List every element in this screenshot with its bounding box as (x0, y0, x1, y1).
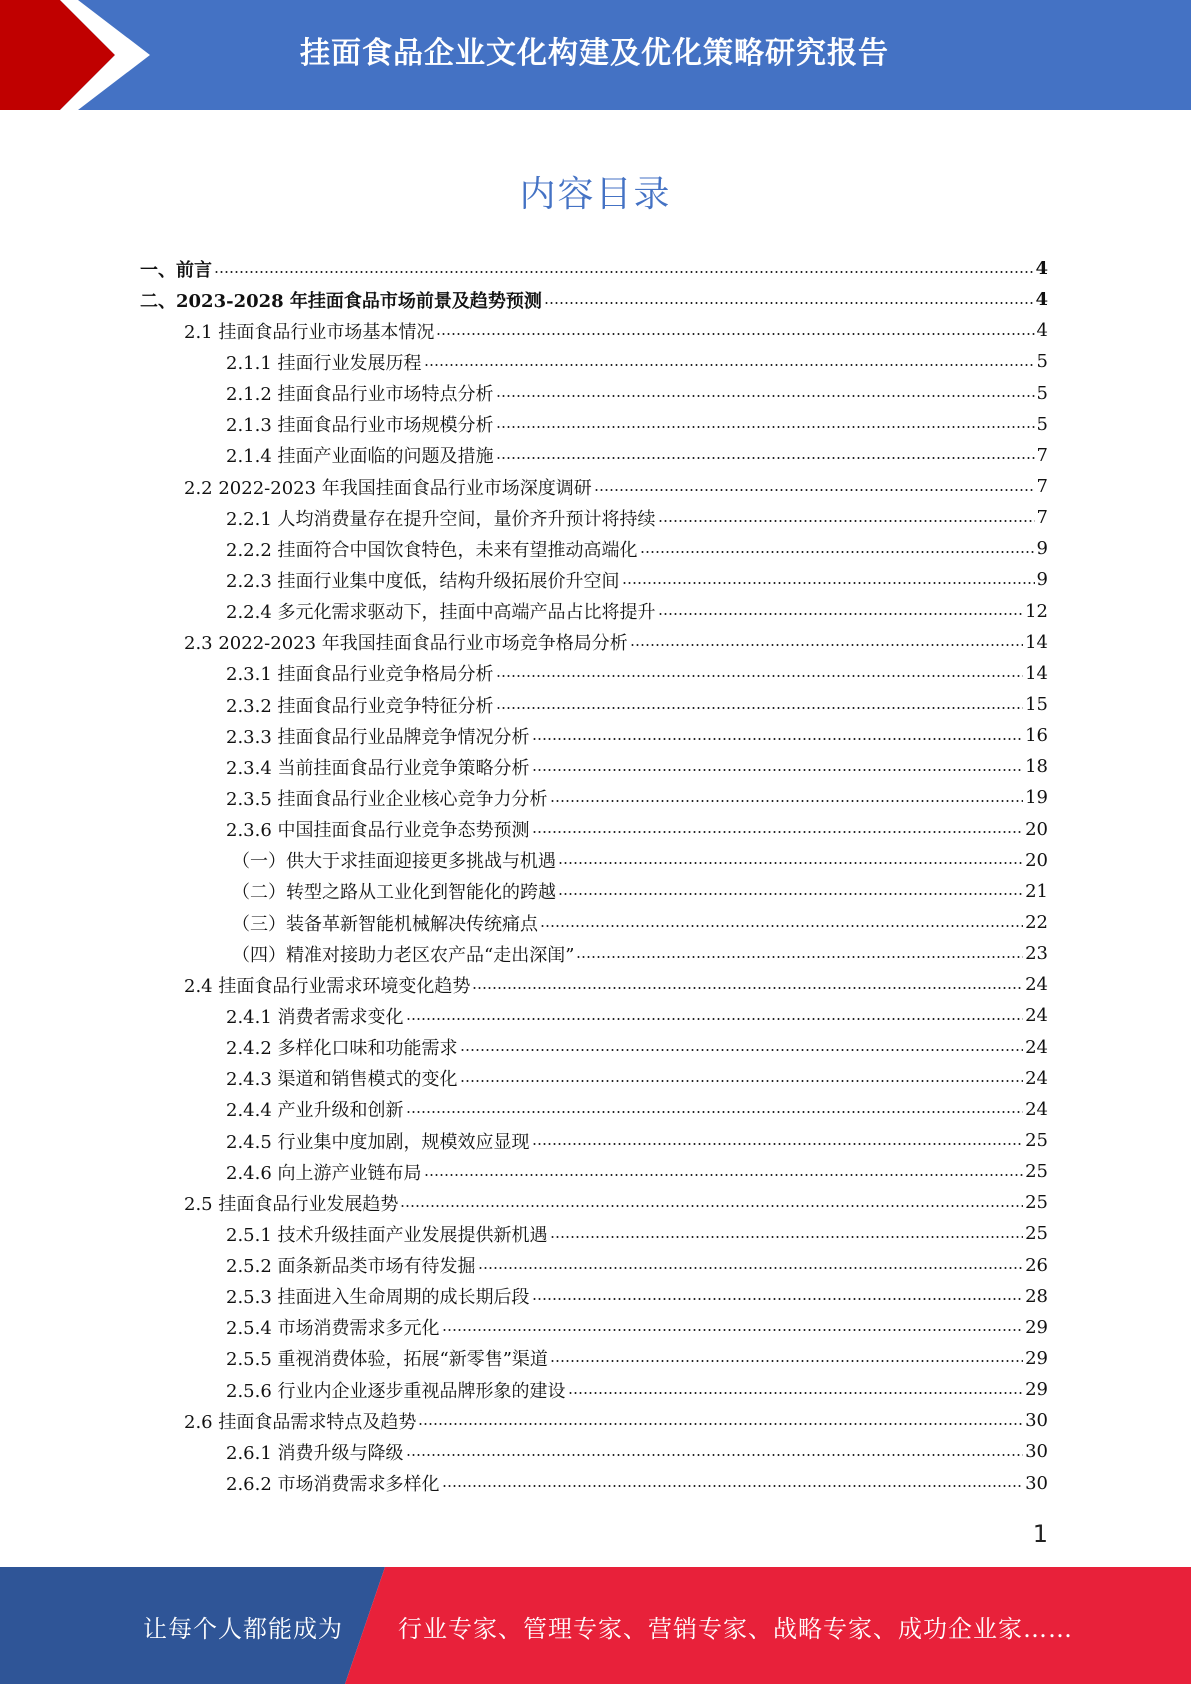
toc-entry-title: 2.5.1 技术升级挂面产业发展提供新机遇 (226, 1224, 548, 1246)
toc-dot-leader (544, 301, 1034, 305)
toc-dot-leader (478, 1266, 1024, 1270)
toc-dot-leader (496, 706, 1024, 710)
toc-dot-leader (658, 519, 1035, 523)
toc-dot-leader (442, 1328, 1024, 1332)
toc-entry-title: 2.4.4 产业升级和创新 (226, 1100, 404, 1122)
toc-dot-leader (406, 1453, 1024, 1457)
toc-entry-page: 18 (1025, 756, 1048, 778)
toc-entry-page: 16 (1025, 725, 1048, 747)
toc-entry-title: 2.5.6 行业内企业逐步重视品牌形象的建设 (226, 1380, 566, 1402)
toc-entry[interactable] (140, 1405, 1048, 1436)
toc-dot-leader (658, 612, 1024, 616)
toc-entry-title: 2.2 2022-2023 年我国挂面食品行业市场深度调研 (184, 477, 592, 499)
toc-entry[interactable] (140, 1000, 1048, 1031)
toc-dot-leader (532, 1297, 1024, 1301)
toc-entry-title: 2.4.6 向上游产业链布局 (226, 1162, 422, 1184)
table-of-contents (140, 253, 1048, 1499)
toc-entry[interactable] (140, 1125, 1048, 1156)
toc-entry-page: 15 (1025, 694, 1048, 716)
toc-entry[interactable] (140, 596, 1048, 627)
toc-dot-leader (424, 363, 1035, 367)
toc-dot-leader (622, 581, 1035, 585)
toc-entry-page: 14 (1025, 662, 1048, 684)
toc-entry-page: 29 (1025, 1379, 1048, 1401)
toc-entry-page: 26 (1025, 1254, 1048, 1276)
toc-entry-page: 29 (1025, 1316, 1048, 1338)
toc-entry-page: 19 (1025, 787, 1048, 809)
toc-entry-page: 24 (1025, 974, 1048, 996)
toc-entry[interactable] (140, 502, 1048, 533)
toc-dot-leader (550, 1359, 1023, 1363)
toc-dot-leader (418, 1422, 1023, 1426)
toc-entry[interactable] (140, 938, 1048, 969)
toc-dot-leader (496, 456, 1035, 460)
toc-entry-title: 2.1.4 挂面产业面临的问题及措施 (226, 446, 494, 468)
toc-dot-leader (550, 799, 1024, 803)
toc-entry-title: 2.4.3 渠道和销售模式的变化 (226, 1069, 458, 1091)
toc-dot-leader (460, 1079, 1024, 1083)
toc-entry[interactable] (140, 409, 1048, 440)
toc-entry-title: 2.3.4 当前挂面食品行业竞争策略分析 (226, 757, 530, 779)
toc-entry-title: 2.5.5 重视消费体验，拓展“新零售”渠道 (226, 1349, 548, 1371)
toc-entry[interactable] (140, 627, 1048, 658)
toc-entry[interactable] (140, 564, 1048, 595)
toc-entry-page: 12 (1025, 600, 1048, 622)
toc-entry-title: 2.1.2 挂面食品行业市场特点分析 (226, 384, 494, 406)
toc-dot-leader (406, 1017, 1024, 1021)
toc-entry-page: 30 (1025, 1472, 1048, 1494)
toc-entry-page: 22 (1025, 912, 1048, 934)
toc-entry-title: 2.5 挂面食品行业发展趋势 (184, 1193, 399, 1215)
toc-dot-leader (496, 394, 1035, 398)
toc-dot-leader (532, 1142, 1024, 1146)
toc-entry-page: 4 (1036, 320, 1048, 342)
toc-entry-title: 2.5.3 挂面进入生命周期的成长期后段 (226, 1287, 530, 1309)
toc-entry-title: 一、前言 (140, 259, 212, 281)
toc-heading: 内容目录 (519, 174, 672, 215)
toc-entry-title: 2.1 挂面食品行业市场基本情况 (184, 321, 435, 343)
toc-dot-leader (594, 488, 1035, 492)
toc-entry-page: 24 (1025, 1067, 1048, 1089)
toc-dot-leader (496, 674, 1024, 678)
toc-entry[interactable] (140, 814, 1048, 845)
toc-entry-title: 2.3.6 中国挂面食品行业竞争态势预测 (226, 820, 530, 842)
toc-entry-title: 2.3 2022-2023 年我国挂面食品行业市场竞争格局分析 (184, 633, 628, 655)
toc-entry[interactable] (140, 471, 1048, 502)
toc-entry-title: 2.1.3 挂面食品行业市场规模分析 (226, 415, 494, 437)
toc-entry[interactable] (140, 876, 1048, 907)
toc-entry-page: 7 (1036, 507, 1048, 529)
toc-entry-title: 2.2.3 挂面行业集中度低，结构升级拓展价升空间 (226, 570, 620, 592)
toc-entry-page: 7 (1036, 444, 1048, 466)
toc-entry[interactable] (140, 720, 1048, 751)
toc-dot-leader (540, 924, 1023, 928)
toc-dot-leader (568, 1391, 1024, 1395)
page-header (0, 0, 1191, 110)
toc-dot-leader (550, 1235, 1024, 1239)
footer-slogan-left: 让每个人都能成为 (143, 1615, 343, 1643)
toc-entry[interactable] (140, 346, 1048, 377)
toc-entry-title: 2.3.2 挂面食品行业竞争特征分析 (226, 695, 494, 717)
toc-entry[interactable] (140, 378, 1048, 409)
toc-entry[interactable] (140, 253, 1048, 284)
toc-entry-title: （二）转型之路从工业化到智能化的跨越 (232, 882, 556, 904)
toc-entry-title: 2.2.4 多元化需求驱动下，挂面中高端产品占比将提升 (226, 602, 656, 624)
toc-entry-page: 23 (1025, 943, 1048, 965)
toc-dot-leader (436, 332, 1034, 336)
toc-dot-leader (214, 270, 1033, 274)
toc-entry-title: （一）供大于求挂面迎接更多挑战与机遇 (232, 851, 556, 873)
toc-entry[interactable] (140, 1094, 1048, 1125)
toc-entry-title: 2.3.5 挂面食品行业企业核心竞争力分析 (226, 788, 548, 810)
toc-entry[interactable] (140, 1250, 1048, 1281)
toc-dot-leader (442, 1484, 1024, 1488)
toc-entry-title: 2.6.1 消费升级与降级 (226, 1442, 404, 1464)
toc-entry[interactable] (140, 1187, 1048, 1218)
toc-entry-page: 5 (1036, 382, 1048, 404)
toc-entry-page: 9 (1036, 538, 1048, 560)
toc-entry[interactable] (140, 782, 1048, 813)
toc-entry-page: 9 (1036, 569, 1048, 591)
toc-entry-title: 2.3.1 挂面食品行业竞争格局分析 (226, 664, 494, 686)
toc-entry-title: 2.6 挂面食品需求特点及趋势 (184, 1411, 417, 1433)
toc-entry-title: 2.4.5 行业集中度加剧，规模效应显现 (226, 1131, 530, 1153)
toc-entry[interactable] (140, 1343, 1048, 1374)
toc-entry[interactable] (140, 751, 1048, 782)
toc-entry[interactable] (140, 689, 1048, 720)
report-title: 挂面食品企业文化构建及优化策略研究报告 (300, 36, 889, 71)
toc-entry[interactable] (140, 969, 1048, 1000)
toc-entry-title: 2.4.2 多样化口味和功能需求 (226, 1038, 458, 1060)
toc-entry-title: 2.5.2 面条新品类市场有待发掘 (226, 1256, 476, 1278)
page-number: 1 (1032, 1520, 1048, 1548)
toc-entry-title: （四）精准对接助力老区农产品“走出深闺” (232, 944, 575, 966)
toc-dot-leader (532, 768, 1024, 772)
toc-dot-leader (460, 1048, 1024, 1052)
toc-dot-leader (558, 861, 1023, 865)
toc-entry-title: 2.2.1 人均消费量存在提升空间，量价齐升预计将持续 (226, 508, 656, 530)
toc-dot-leader (496, 425, 1035, 429)
toc-entry-title: 二、2023-2028 年挂面食品市场前景及趋势预测 (140, 290, 542, 312)
toc-entry[interactable] (140, 1032, 1048, 1063)
toc-entry-page: 30 (1025, 1410, 1048, 1432)
toc-entry-page: 7 (1036, 476, 1048, 498)
toc-dot-leader (558, 892, 1023, 896)
toc-entry-page: 24 (1025, 1098, 1048, 1120)
toc-dot-leader (532, 830, 1024, 834)
toc-entry[interactable] (140, 315, 1048, 346)
toc-dot-leader (630, 643, 1023, 647)
toc-entry-page: 5 (1036, 351, 1048, 373)
toc-entry-page: 4 (1035, 289, 1048, 311)
toc-entry-page: 25 (1025, 1130, 1048, 1151)
toc-dot-leader (640, 550, 1035, 554)
footer-slogan-right: 行业专家、管理专家、营销专家、战略专家、成功企业家…… (398, 1615, 1073, 1643)
toc-entry-page: 4 (1035, 258, 1048, 280)
toc-entry-page: 29 (1025, 1347, 1048, 1369)
toc-entry[interactable] (140, 1218, 1048, 1249)
toc-entry[interactable] (140, 907, 1048, 938)
toc-entry-page: 21 (1025, 880, 1048, 902)
toc-entry-title: 2.5.4 市场消费需求多元化 (226, 1318, 440, 1340)
toc-entry-title: 2.1.1 挂面行业发展历程 (226, 352, 422, 374)
toc-entry[interactable] (140, 1374, 1048, 1405)
toc-dot-leader (472, 986, 1023, 990)
toc-entry-page: 28 (1025, 1285, 1048, 1307)
toc-dot-leader (576, 955, 1023, 959)
toc-entry-title: 2.3.3 挂面食品行业品牌竞争情况分析 (226, 726, 530, 748)
toc-entry[interactable] (140, 1312, 1048, 1343)
toc-entry[interactable] (140, 440, 1048, 471)
toc-entry-page: 14 (1025, 631, 1048, 653)
toc-entry-title: 2.6.2 市场消费需求多样化 (226, 1474, 440, 1496)
toc-entry[interactable] (140, 1467, 1048, 1498)
toc-entry[interactable] (140, 1156, 1048, 1187)
toc-entry-page: 20 (1025, 849, 1048, 871)
toc-entry-page: 25 (1025, 1192, 1048, 1214)
toc-entry-title: 2.4.1 消费者需求变化 (226, 1006, 404, 1028)
toc-entry-page: 24 (1025, 1005, 1048, 1027)
toc-entry-title: 2.2.2 挂面符合中国饮食特色，未来有望推动高端化 (226, 539, 638, 561)
toc-dot-leader (400, 1204, 1023, 1208)
toc-dot-leader (406, 1110, 1024, 1114)
toc-entry-page: 20 (1025, 818, 1048, 840)
toc-entry-title: 2.4 挂面食品行业需求环境变化趋势 (184, 975, 471, 997)
toc-entry-page: 24 (1025, 1036, 1048, 1058)
toc-dot-leader (424, 1173, 1024, 1177)
toc-entry[interactable] (140, 845, 1048, 876)
toc-entry-page: 25 (1025, 1223, 1048, 1245)
toc-entry[interactable] (140, 658, 1048, 689)
toc-dot-leader (532, 737, 1024, 741)
toc-entry-title: （三）装备革新智能机械解决传统痛点 (232, 913, 538, 935)
page-footer (0, 1567, 1191, 1684)
toc-entry[interactable] (140, 284, 1048, 315)
toc-entry-page: 25 (1025, 1161, 1048, 1183)
toc-entry[interactable] (140, 1436, 1048, 1467)
toc-entry[interactable] (140, 1281, 1048, 1312)
toc-entry-page: 30 (1025, 1441, 1048, 1463)
toc-entry[interactable] (140, 1063, 1048, 1094)
toc-entry-page: 5 (1036, 413, 1048, 435)
toc-entry[interactable] (140, 533, 1048, 564)
